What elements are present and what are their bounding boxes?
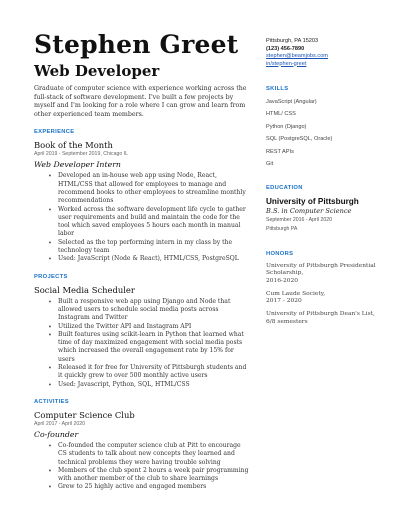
contact-phone: (123) 456-7890 [266,45,305,52]
skill-item: HTML/ CSS [266,111,296,117]
bullet-item: • Members of the club spent 2 hours a week pair programming with another member of the club to share learnings [34,467,249,484]
experience-date: April 2019 - September 2019, Chicago IL [34,151,129,158]
education-school: University of Pittsburgh [266,197,359,206]
education-location: Pittsburgh PA [266,226,298,232]
honors-heading: HONORS [266,251,294,257]
skill-item: JavaScript (Angular) [266,98,317,105]
activity-date: April 2017 - April 2020 [34,420,86,427]
skill-item: Python (Django) [266,123,307,130]
side-column [266,38,386,326]
bullet-item: • Used: Javascript, Python, SQL, HTML/CSS [34,381,249,389]
skill-item: REST APIs [266,148,294,155]
activity-bullets [34,442,249,492]
activities-heading: ACTIVITIES [34,398,69,405]
honor-years: 2017 - 2020 [266,298,302,305]
honor-name: Cum Laude Society, [266,290,326,297]
activity-org: Computer Science Club [34,409,135,420]
experience-role: Web Developer Intern [34,160,121,170]
candidate-name: Stephen Greet [34,30,239,59]
bullet-item: • Used: JavaScript (Node & React), HTML/CSS, PostgreSQL [34,255,249,263]
experience-heading: EXPERIENCE [34,129,75,136]
bullet-item: • Grew to 25 highly active and engaged members [34,483,249,491]
bullet-item: • Utilized the Twitter API and Instagram API [34,323,249,331]
bullet-item: • Built a responsive web app using Django and Node that allowed users to schedule social media posts across Instagram and Twitter [34,298,249,323]
contact-block [266,38,386,68]
bullet-item: • Selected as the top performing intern in my class by the technology team [34,239,249,256]
project-bullets [34,298,249,389]
bullet-item: • Co-founded the computer science club at Pitt to encourage CS students to talk about new concepts they learned and technical problems they were having trouble solving [34,442,249,467]
education-degree: B.S. in Computer Science [266,207,352,215]
experience-org: Book of the Month [34,140,113,151]
email-link[interactable]: stephen@beamjobs.com [266,53,328,59]
bullet-item: • Built features using scikit-learn in Python that learned what time of day maximized engagement with social media posts which increased the overall engagement rate by 15% for users [34,331,249,364]
activity-role: Co-founder [34,429,79,439]
project-name: Social Media Scheduler [34,284,135,295]
honor-name: University of Pittsburgh Presidential Scholarship, [266,263,376,277]
skill-item: Git [266,161,274,167]
honor-item [266,263,386,285]
contact-location: Pittsburgh, PA 15203 [266,38,319,44]
bullet-item: • Developed an in-house web app using Node, React, HTML/CSS that allowed for employees to manage and recommend books to other employees to streamline monthly recommendations [34,172,249,205]
skill-item: SQL (PostgreSQL, Oracle) [266,136,333,142]
honor-years: 6/8 semesters [266,318,308,325]
honor-item [266,311,386,326]
experience-bullets [34,172,249,263]
summary: Graduate of computer science with experience working across the full-stack of software development. I've built a few projects by myself and I'm looking for a role where I can grow and learn from other experienced team members. [34,85,247,118]
linkedin-link[interactable]: in/stephen-greet [266,60,307,67]
education-heading: EDUCATION [266,185,303,191]
bullet-item: • Worked across the software development life cycle to gather user requirements and build and maintain the code for the tool which saved employees 5 hours each month in manual labor [34,206,249,239]
honor-item [266,291,386,306]
honor-years: 2016-2020 [266,277,298,284]
honor-name: University of Pittsburgh Dean's List, [266,311,375,318]
candidate-title: Web Developer [34,62,160,80]
skills-heading: SKILLS [266,86,289,92]
bullet-item: • Released it for free for University of Pittsburgh students and it quickly grew to over 500 monthly active users [34,364,249,381]
education-date: September 2016 - April 2020 [266,217,333,223]
projects-heading: PROJECTS [34,273,68,280]
main-column [34,30,249,492]
